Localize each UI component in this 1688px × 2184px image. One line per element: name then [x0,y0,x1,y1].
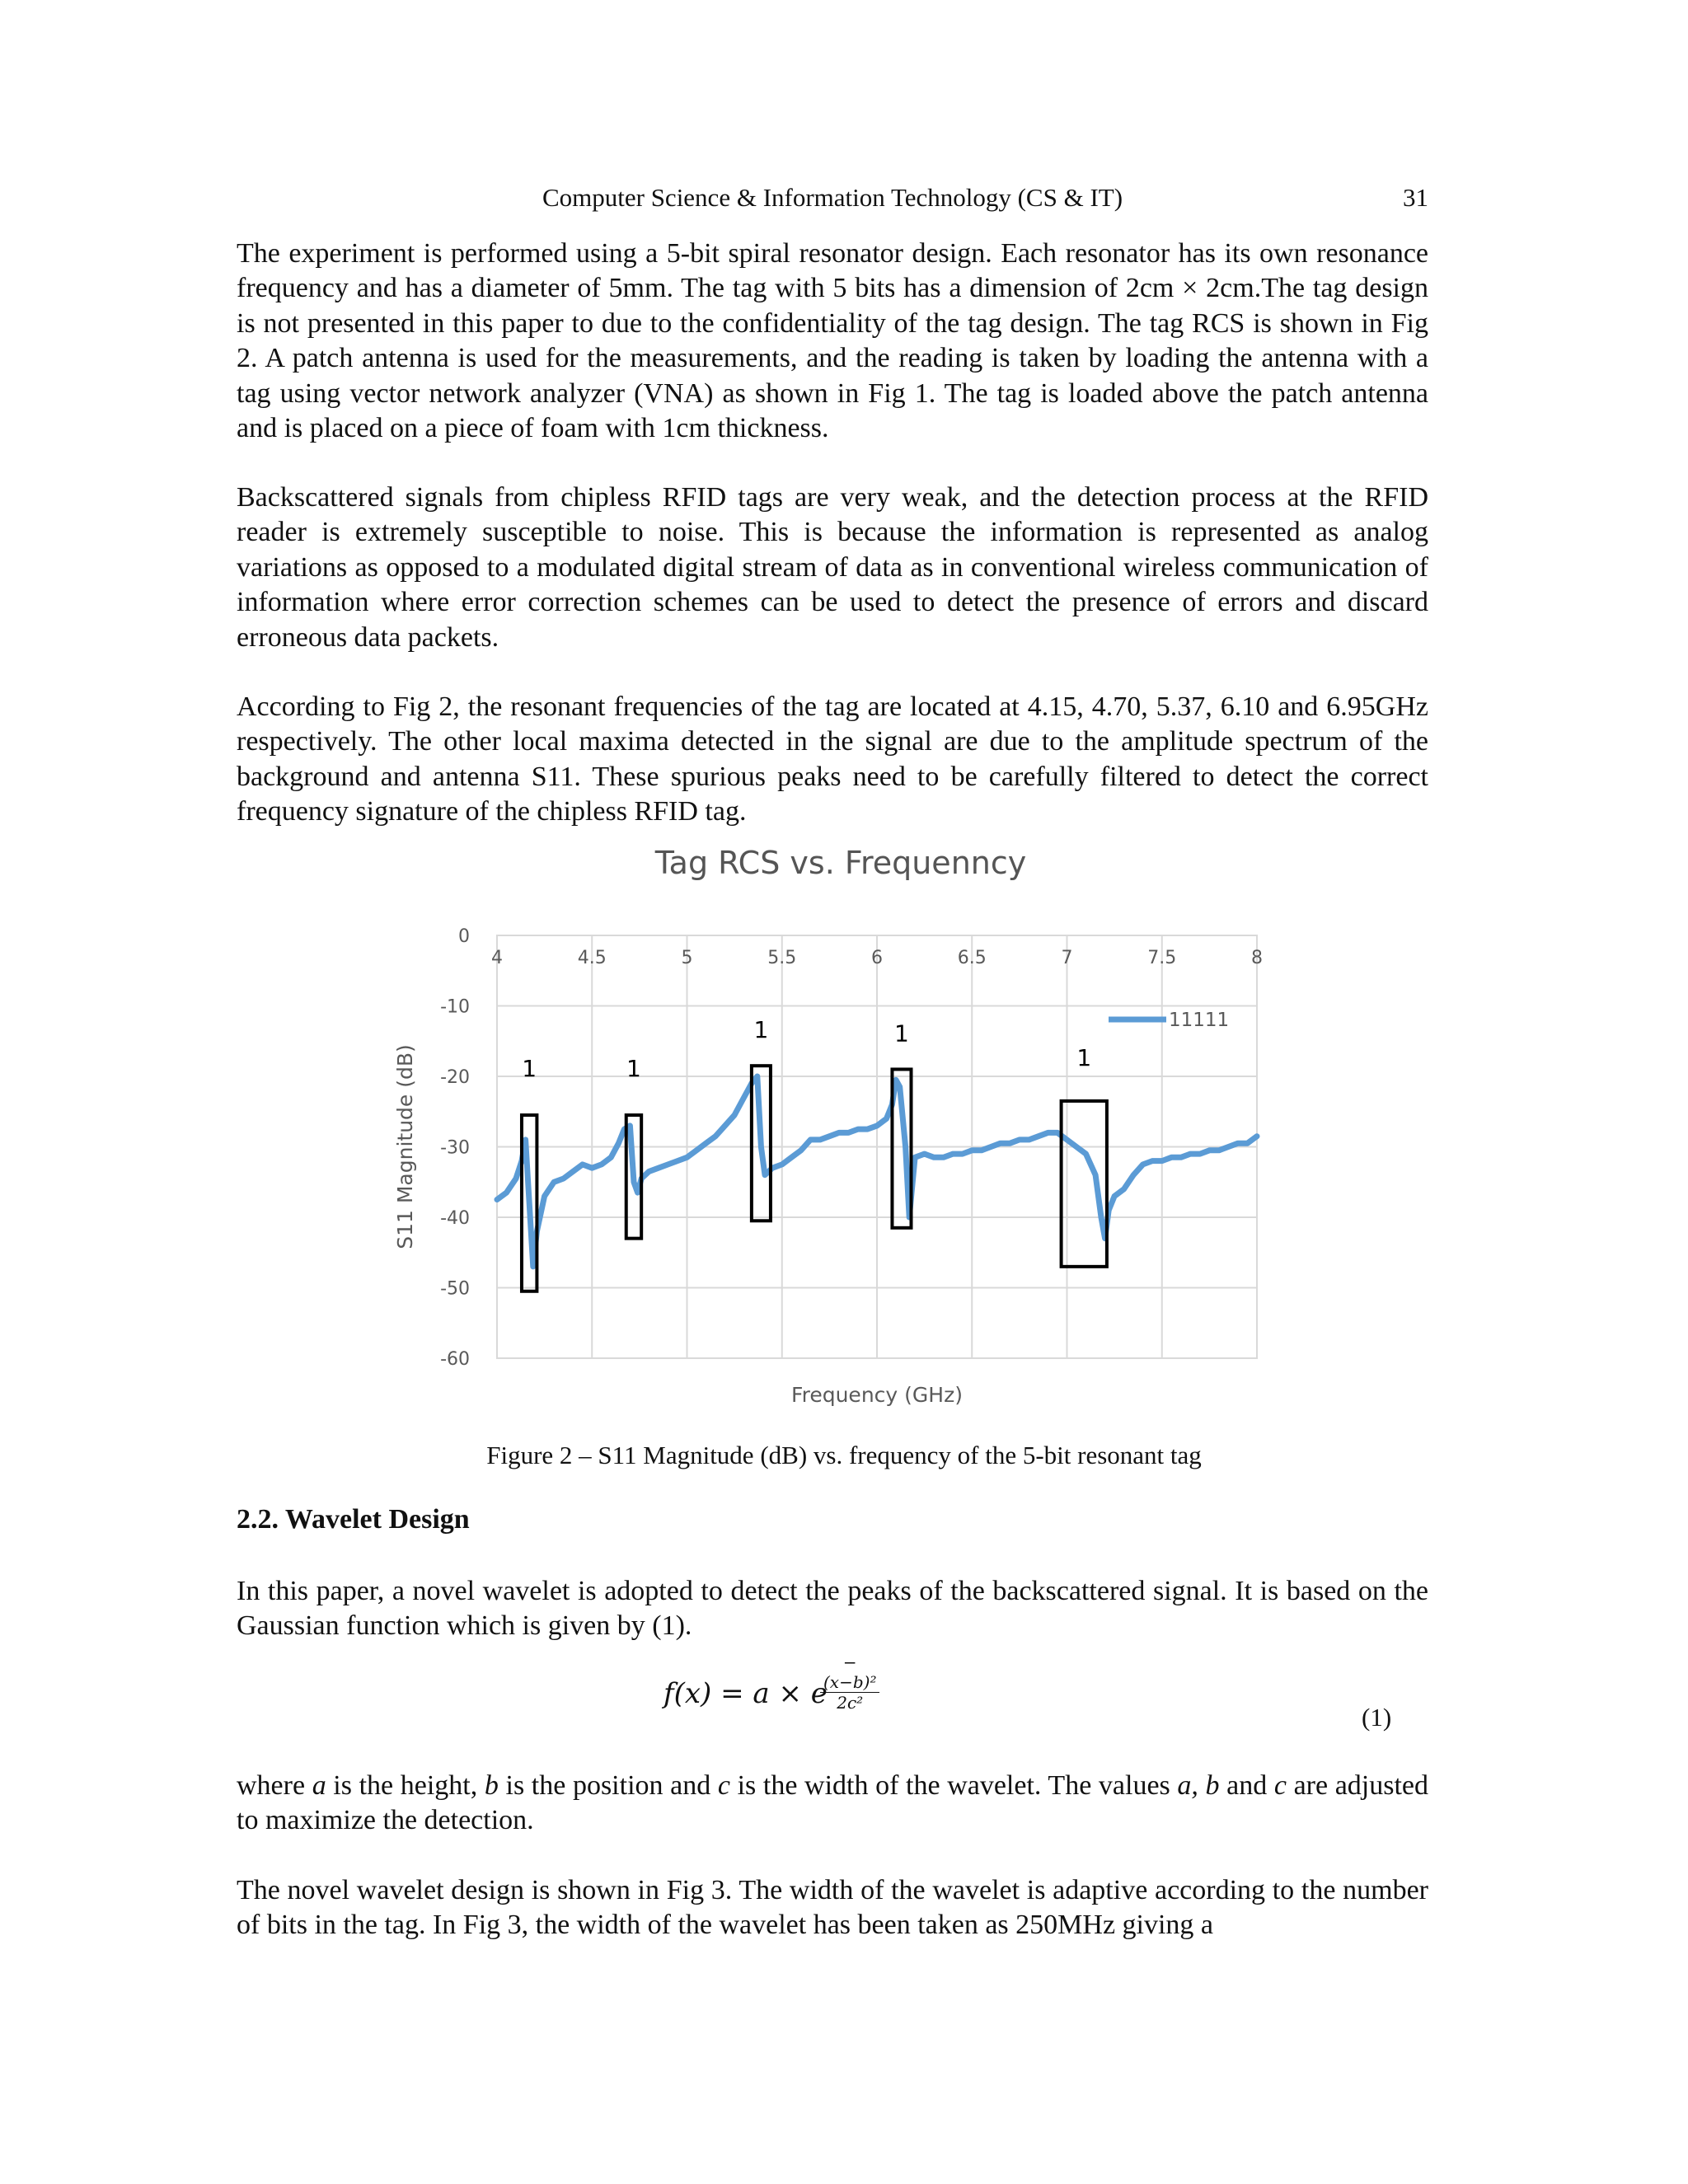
exponent-numerator: −(x−b)² [820,1652,879,1693]
x-tick-label: 5 [681,948,693,968]
text-run: is the width of the wavelet. The values [729,1770,1178,1801]
paragraph-wavelet-intro: In this paper, a novel wavelet is adopted to detect the peaks of the backscattered signal. It is based on the Gaussian function which is given by (1). [237,1576,1428,1642]
variable-a: a [312,1770,326,1801]
x-tick-label: 6 [871,948,883,968]
y-tick-label: 0 [458,926,470,947]
y-tick-label: -50 [440,1278,470,1300]
x-tick-label: 8 [1251,948,1263,968]
chart-title: Tag RCS vs. Frequenncy [654,845,1027,881]
variable-b: b [484,1770,499,1801]
y-tick-label: -40 [440,1208,470,1229]
paragraph-experiment: The experiment is performed using a 5-bit spiral resonator design. Each resonator has its own resonance frequency and has a diameter of 5mm. The tag with 5 bits has a dimension of 2cm × 2cm.The tag design is not presented in this paper to due to the confidentiality of the tag design. The tag RCS is shown in Fig 2. A patch antenna is used for the measurements, and the reading is taken by loading the antenna with a tag using vector network analyzer (VNA) as shown in Fig 1. The tag is loaded above the patch antenna and is placed on a piece of foam with 1cm thickness. [237,238,1428,444]
y-tick-label: -20 [440,1067,470,1088]
text-run: is the position and [498,1770,718,1801]
text-run: is the height, [326,1770,485,1801]
figure-caption: Figure 2 – S11 Magnitude (dB) vs. frequency of the 5-bit resonant tag [486,1441,1202,1469]
running-header [237,183,1428,216]
text-run: are adjusted to maximize the detection. [237,1770,1429,1836]
text-run: where [237,1770,312,1801]
annotation-label-4: 1 [894,1019,909,1047]
paragraph-parameters [237,1769,1428,1839]
figure-2 [387,845,1294,1422]
variables-a-b: a, b [1177,1770,1220,1801]
equation-1 [663,1652,877,1713]
legend-label: 11111 [1169,1010,1230,1031]
x-tick-label: 7.5 [1147,948,1177,968]
y-tick-label: -10 [440,996,470,1018]
paragraph-wavelet-design: The novel wavelet design is shown in Fig 3. The width of the wavelet is adaptive according to the number of bits in the tag. In Fig 3, the width of the wavelet has been taken as 250MHz giving a [237,1875,1428,1941]
section-heading: 2.2. Wavelet Design [237,1504,470,1535]
annotation-box-5 [1062,1101,1107,1267]
x-tick-label: 5.5 [767,948,797,968]
equation-lhs: f(x) = a × e [663,1677,828,1710]
journal-title: Computer Science & Information Technology (CS & IT) [542,183,1123,212]
x-tick-label: 4 [491,948,503,968]
y-tick-label: -60 [440,1349,470,1370]
annotation-label-1: 1 [522,1055,537,1082]
annotation-label-5: 1 [1076,1044,1092,1072]
y-tick-label: -30 [440,1137,470,1159]
y-axis-label: S11 Magnitude (dB) [393,1044,417,1249]
equation-number: (1) [1362,1703,1392,1732]
x-tick-label: 7 [1061,948,1073,968]
equation-exponent [820,1652,879,1713]
annotation-label-2: 1 [626,1055,641,1082]
paragraph-resonant-frequencies: According to Fig 2, the resonant frequencies of the tag are located at 4.15, 4.70, 5.37, 6.10 and 6.95GHz respectively. The other local maxima detected in the signal are due to the amplitude spectrum of the background and antenna S11. These spurious peaks need to be carefully filtered to detect the correct frequency signature of the chipless RFID tag. [237,691,1428,827]
text-run: and [1219,1770,1274,1801]
x-tick-label: 6.5 [957,948,987,968]
variable-c: c [717,1770,730,1801]
page-number: 31 [1403,183,1428,212]
paragraph-backscatter: Backscattered signals from chipless RFID tags are very weak, and the detection process at the RFID reader is extremely susceptible to noise. This is because the information is represented as analog variations as opposed to a modulated digital stream of data as in conventional wireless communication of information where error correction schemes can be used to detect the presence of errors and discard erroneous data packets. [237,482,1428,653]
variable-c: c [1273,1770,1287,1801]
annotation-label-3: 1 [753,1015,769,1043]
x-tick-label: 4.5 [577,948,607,968]
s11-chart [387,845,1294,1422]
x-axis-label: Frequency (GHz) [791,1383,963,1407]
exponent-denominator: 2c² [837,1693,864,1713]
